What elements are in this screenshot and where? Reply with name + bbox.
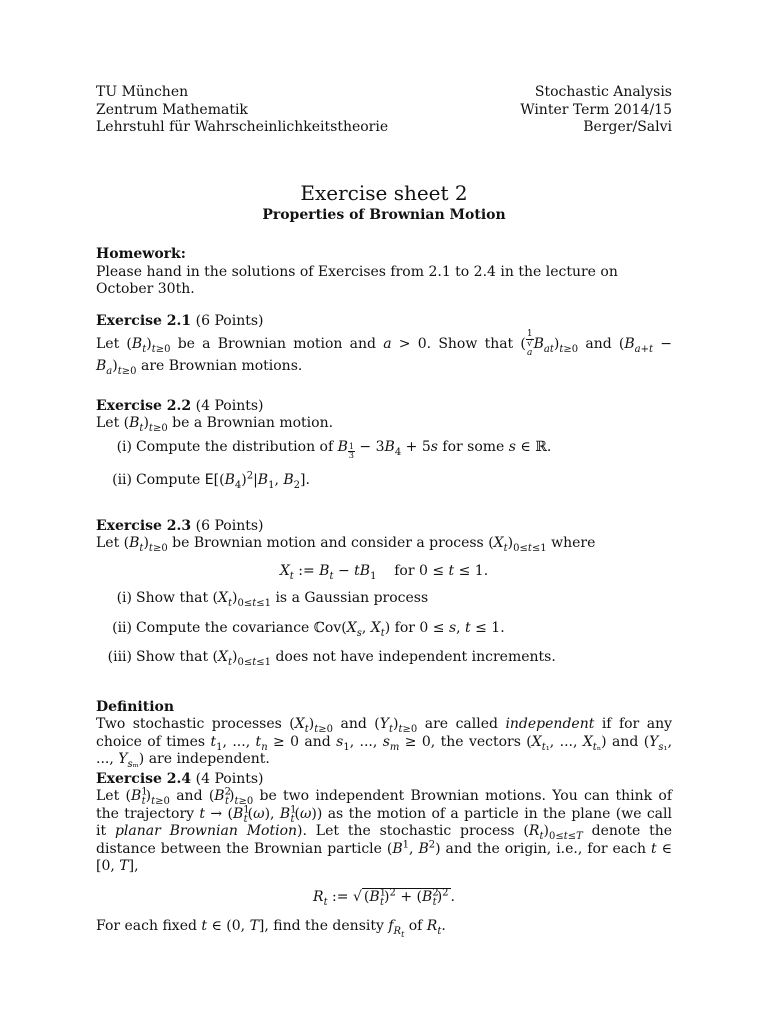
list-item — [96, 472, 672, 490]
list-item — [96, 649, 672, 667]
homework-heading: Homework: — [96, 246, 186, 262]
definition-text: Two stochastic processes $(X_t)_{t\ge 0}$ and $(Y_t)_{t\ge 0}$ are called independent if for any choice of times $t_1$, ..., $t_n \ge 0$ and $s_1$, ..., $s_m \ge 0$, the vectors ($X_{t_1}$, ..., $X_{t_n}$) and ($Y_{s_1}$, ..., $Y_{s_m}$) are independent. — [96, 716, 673, 771]
page-header — [96, 84, 672, 137]
exercise-2-1 — [96, 313, 672, 376]
item-text: Show that $(X_t)_{0\le t\le 1}$ is a Gaussian process — [136, 590, 429, 610]
sheet-title: Exercise sheet 2 — [300, 180, 468, 205]
course-name: Stochastic Analysis — [534, 84, 672, 100]
homework-text: Please hand in the solutions of Exercises from 2.1 to 2.4 in the lecture on October 30th. — [96, 263, 618, 297]
header-left — [96, 84, 388, 137]
header-right — [520, 84, 672, 137]
exercise-2-1-points: (6 Points) — [195, 312, 264, 329]
exercise-2-2 — [96, 398, 672, 490]
exercise-2-4 — [96, 770, 673, 940]
exercise-2-3-items — [96, 590, 672, 667]
lecturers: Berger/Salvi — [583, 119, 672, 135]
list-item — [96, 620, 672, 638]
item-label: (i) — [116, 590, 132, 607]
exercise-2-2-points: (4 Points) — [195, 397, 264, 414]
exercise-2-1-text: Let $(B_t)_{t\ge 0}$ be a Brownian motion and a > 0. Show that ( 1 √ a $B_{at})_{t\ge 0}$ and $(B_{a+t} - B_a)_{t\ge 0}$ are Brownian motions. — [96, 329, 673, 377]
exercise-2-4-text: Let $(B^1_t)_{t\ge 0}$ and $(B^2_t)_{t\ge 0}$ be two independent Brownian motions. You can think of the trajectory $t \to (B^1_t(\omega)$, $B^1_t(\omega)$) as the motion of a particle in the plane (we call it planar Brownian Motion). Let the stochastic process $(R_t)_{0\le t\le T}$ denote the distance between the Brownian particle ($B^1$, $B^2$) and the origin, i.e., for each t ∈ [0, T], — [96, 786, 673, 875]
exercise-2-2-title — [96, 398, 672, 416]
exercise-2-4-heading: Exercise 2.4 — [96, 770, 192, 787]
sheet-subtitle: Properties of Brownian Motion — [262, 206, 506, 223]
item-label: (i) — [116, 438, 132, 455]
exercise-2-1-heading: Exercise 2.1 — [96, 312, 192, 329]
list-item — [96, 439, 672, 461]
exercise-2-3-points: (6 Points) — [195, 517, 264, 534]
exercise-2-3-heading: Exercise 2.3 — [96, 517, 192, 534]
exercise-2-3-intro: Let $(B_t)_{t\ge 0}$ be Brownian motion and consider a process $(X_t)_{0\le t\le 1}$ where — [96, 535, 596, 555]
list-item — [96, 590, 672, 608]
exercise-2-1-title — [96, 313, 672, 331]
item-label: (ii) — [112, 472, 132, 489]
chair-name: Lehrstuhl für Wahrscheinlichkeitstheorie — [96, 119, 389, 135]
exercise-2-4-formula: $R_t$ := √ $(B^1_t)^2 + (B^2_t)^2$ . — [313, 887, 455, 908]
exercise-sheet — [96, 84, 673, 940]
exercise-2-3 — [96, 518, 672, 667]
exercise-2-4-points: (4 Points) — [195, 770, 264, 787]
item-text: Compute $E[(B_4)^2|B_1$, $B_2$]. — [136, 470, 310, 492]
term-name: Winter Term 2014/15 — [520, 101, 672, 118]
university-name: TU München — [96, 84, 189, 100]
exercise-2-4-question: For each fixed t ∈ (0, T], find the density $f_{R_t}$ of $R_t$. — [96, 918, 446, 940]
definition-section — [96, 699, 672, 769]
item-text: Show that $(X_t)_{0\le t\le 1}$ does not have independent increments. — [136, 649, 556, 669]
item-label: (ii) — [112, 619, 132, 636]
exercise-2-3-formula: $X_t$ := $B_t - tB_1$ for 0 ≤ t ≤ 1. — [279, 562, 489, 582]
exercise-2-2-items — [96, 439, 672, 490]
exercise-2-2-intro: Let $(B_t)_{t\ge 0}$ be a Brownian motion. — [96, 415, 334, 434]
exercise-2-3-title — [96, 518, 672, 536]
department-name: Zentrum Mathematik — [96, 101, 248, 118]
exercise-2-2-heading: Exercise 2.2 — [96, 397, 192, 414]
homework-section — [96, 246, 672, 299]
item-text: Compute the covariance $ℂov(X_s$, $X_t$) for 0 ≤ s, t ≤ 1. — [136, 619, 505, 639]
item-label: (iii) — [107, 649, 132, 666]
definition-heading: Definition — [96, 698, 175, 715]
item-text: Compute the distribution of B $_{\frac{1}{3}}$ − $3B_4 + 5s$ for some s ∈ ℝ. — [136, 438, 552, 461]
exercise-2-4-title — [96, 771, 672, 789]
